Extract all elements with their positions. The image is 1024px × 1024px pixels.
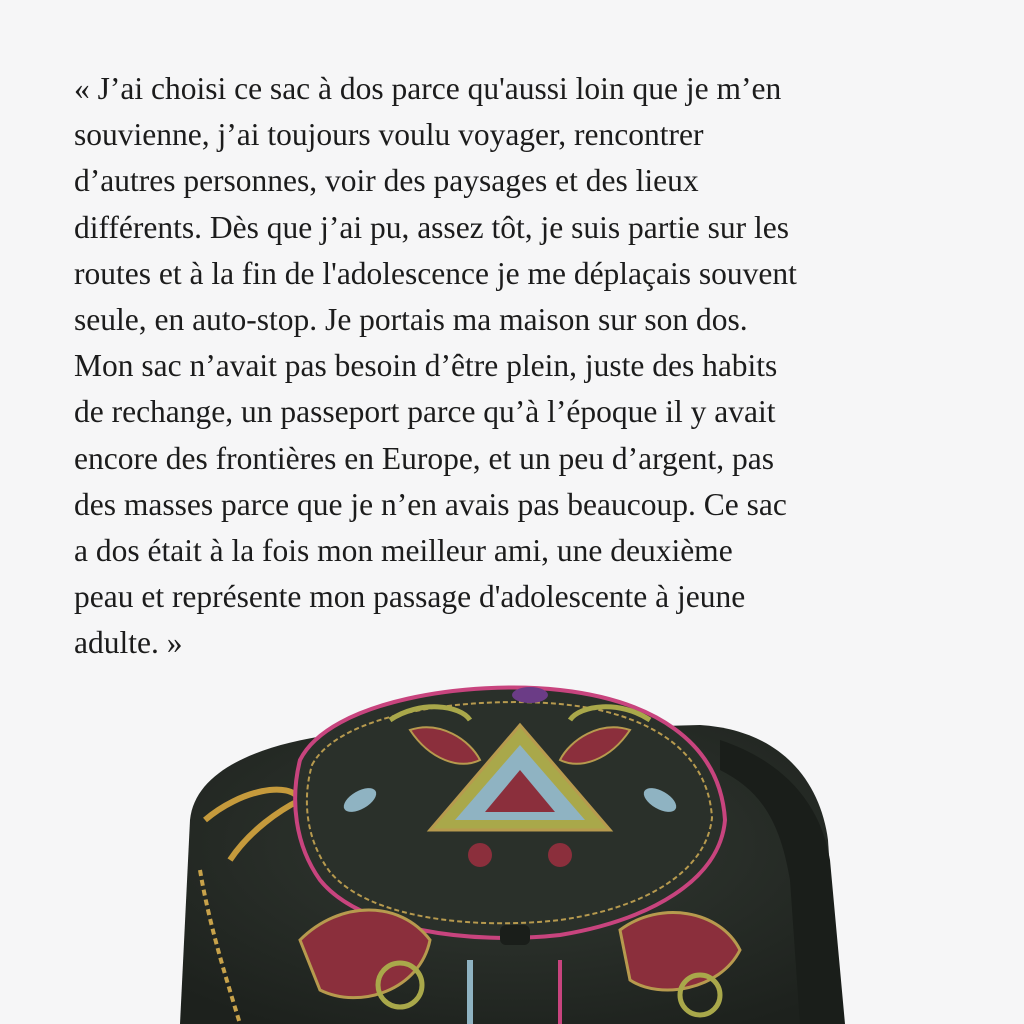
quote-text: « J’ai choisi ce sac à dos parce qu'aussi loin que je m’en souvienne, j’ai toujours voulu voyager, rencontrer d’autres personnes, voir des paysages et des lieux différents. Dès que j’ai pu, assez tôt, je suis partie sur les routes et à la fin de l'adolescence je me déplaçais souvent seule, en auto-stop. Je portais ma maison sur son dos. Mon sac n’avait pas besoin d’être plein, juste des habits de rechange, un passeport parce qu’à l’époque il y avait encore des frontières en Europe, et un peu d’argent, pas des masses parce que je n’en avais pas beaucoup. Ce sac a dos était à la fois mon meilleur ami, une deuxième peau et représente mon passage d'adolescente à jeune adulte. » bbox=[74, 71, 797, 661]
toggle-closure bbox=[500, 925, 530, 945]
embroidered-backpack-photo bbox=[0, 660, 1024, 1024]
